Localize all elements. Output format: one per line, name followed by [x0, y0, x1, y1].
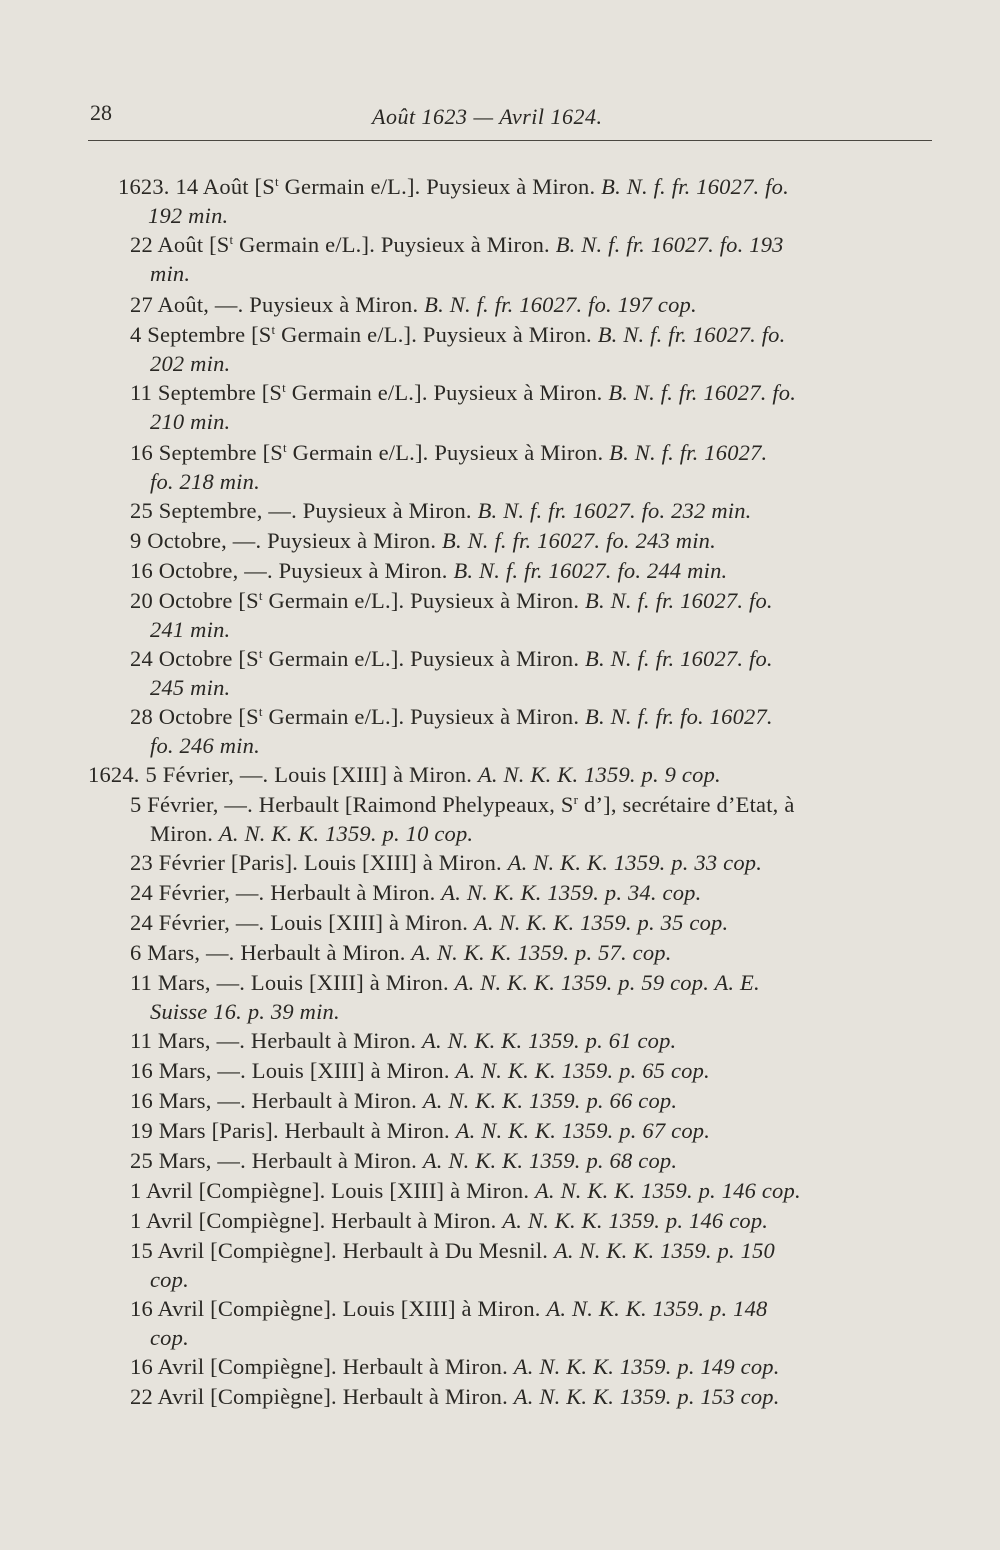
entry — [130, 496, 752, 525]
entry — [130, 878, 701, 907]
entry — [130, 290, 697, 319]
entry-line: 6 Mars, —. Herbault à Miron. A. N. K. K. 1359. p. 57. cop. — [130, 940, 672, 965]
entry — [88, 760, 721, 789]
entry-continuation: cop. — [150, 1267, 189, 1292]
entry-continuation: 241 min. — [150, 617, 231, 642]
entry-line: 1 Avril [Compiègne]. Herbault à Miron. A. N. K. K. 1359. p. 146 cop. — [130, 1208, 769, 1233]
entry-line: 22 Avril [Compiègne]. Herbault à Miron. A. N. K. K. 1359. p. 153 cop. — [130, 1384, 780, 1409]
entry-line: 9 Octobre, —. Puysieux à Miron. B. N. f. fr. 16027. fo. 243 min. — [130, 528, 716, 553]
entry — [130, 1086, 677, 1115]
entry — [130, 586, 773, 644]
entry-line: 11 Mars, —. Louis [XIII] à Miron. A. N. K. K. 1359. p. 59 cop. A. E. — [130, 970, 760, 995]
entry-line: 5 Février, —. Herbault [Raimond Phelypeaux, $S^r$ d’], secrétaire d’Etat, à — [130, 792, 795, 817]
entry-line: 1624. 5 Février, —. Louis [XIII] à Miron. A. N. K. K. 1359. p. 9 cop. — [88, 762, 721, 787]
entry-line: 24 Octobre [$S^t$ Germain e/L.]. Puysieux à Miron. B. N. f. fr. 16027. fo. — [130, 646, 773, 671]
entry — [130, 938, 672, 967]
entry — [130, 1236, 775, 1294]
entry — [130, 702, 773, 760]
entry — [130, 790, 795, 848]
header-rule — [88, 140, 932, 141]
entry-continuation: min. — [150, 261, 191, 286]
entry-line: 11 Septembre [$S^t$ Germain e/L.]. Puysieux à Miron. B. N. f. fr. 16027. fo. — [130, 380, 797, 405]
entry — [130, 378, 796, 436]
entry-line: 16 Mars, —. Herbault à Miron. A. N. K. K. 1359. p. 66 cop. — [130, 1088, 678, 1113]
entry — [130, 320, 785, 378]
entry — [130, 1116, 710, 1145]
entry-line: 24 Février, —. Louis [XIII] à Miron. A. N. K. K. 1359. p. 35 cop. — [130, 910, 729, 935]
entry-continuation: fo. 246 min. — [150, 733, 260, 758]
entry — [130, 1146, 677, 1175]
entry-continuation: 202 min. — [150, 351, 231, 376]
entry — [130, 1352, 780, 1381]
entry-line: 1623. 14 Août [$S^t$ Germain e/L.]. Puysieux à Miron. B. N. f. fr. 16027. fo. — [118, 174, 789, 199]
entry-continuation: Suisse 16. p. 39 min. — [150, 999, 340, 1024]
entry — [130, 1382, 780, 1411]
entry — [130, 644, 773, 702]
entry — [130, 908, 728, 937]
entry-line: 16 Septembre [$S^t$ Germain e/L.]. Puysieux à Miron. B. N. f. fr. 16027. — [130, 440, 768, 465]
entry — [130, 438, 767, 496]
entry-line: 25 Septembre, —. Puysieux à Miron. B. N. f. fr. 16027. fo. 232 min. — [130, 498, 752, 523]
entry-line: 25 Mars, —. Herbault à Miron. A. N. K. K. 1359. p. 68 cop. — [130, 1148, 678, 1173]
entry-continuation: 210 min. — [150, 409, 231, 434]
entry — [130, 556, 727, 585]
entry-line: 19 Mars [Paris]. Herbault à Miron. A. N. K. K. 1359. p. 67 cop. — [130, 1118, 711, 1143]
running-title: Août 1623 — Avril 1624. — [372, 104, 603, 129]
entry-line: 27 Août, —. Puysieux à Miron. B. N. f. fr. 16027. fo. 197 cop. — [130, 292, 697, 317]
entry-continuation: cop. — [150, 1325, 189, 1350]
entry-line: 22 Août [$S^t$ Germain e/L.]. Puysieux à Miron. B. N. f. fr. 16027. fo. 193 — [130, 232, 784, 257]
entry — [118, 172, 789, 230]
entry-line: 23 Février [Paris]. Louis [XIII] à Miron. A. N. K. K. 1359. p. 33 cop. — [130, 850, 763, 875]
entry — [130, 526, 716, 555]
entry-line: 11 Mars, —. Herbault à Miron. A. N. K. K. 1359. p. 61 cop. — [130, 1028, 677, 1053]
entry-continuation: Miron. A. N. K. K. 1359. p. 10 cop. — [150, 821, 474, 846]
entry-line: 15 Avril [Compiègne]. Herbault à Du Mesnil. A. N. K. K. 1359. p. 150 — [130, 1238, 776, 1263]
entry — [130, 1026, 676, 1055]
entry-continuation: fo. 218 min. — [150, 469, 260, 494]
entry-line: 1 Avril [Compiègne]. Louis [XIII] à Miron. A. N. K. K. 1359. p. 146 cop. — [130, 1178, 801, 1203]
entry-line: 16 Avril [Compiègne]. Louis [XIII] à Miron. A. N. K. K. 1359. p. 148 — [130, 1296, 768, 1321]
entry-line: 4 Septembre [$S^t$ Germain e/L.]. Puysieux à Miron. B. N. f. fr. 16027. fo. — [130, 322, 786, 347]
entry-continuation: 192 min. — [148, 203, 229, 228]
entry — [130, 1294, 768, 1352]
entry — [130, 230, 784, 288]
page-number: 28 — [90, 100, 112, 125]
entry — [130, 1176, 801, 1205]
entry-line: 28 Octobre [$S^t$ Germain e/L.]. Puysieux à Miron. B. N. f. fr. fo. 16027. — [130, 704, 773, 729]
entry-line: 16 Avril [Compiègne]. Herbault à Miron. A. N. K. K. 1359. p. 149 cop. — [130, 1354, 780, 1379]
entry — [130, 968, 760, 1026]
entry — [130, 848, 762, 877]
entry-continuation: 245 min. — [150, 675, 231, 700]
entry-line: 16 Mars, —. Louis [XIII] à Miron. A. N. K. K. 1359. p. 65 cop. — [130, 1058, 710, 1083]
entry-line: 24 Février, —. Herbault à Miron. A. N. K. K. 1359. p. 34. cop. — [130, 880, 702, 905]
entry-line: 16 Octobre, —. Puysieux à Miron. B. N. f. fr. 16027. fo. 244 min. — [130, 558, 728, 583]
entry — [130, 1206, 768, 1235]
entry — [130, 1056, 710, 1085]
entry-line: 20 Octobre [$S^t$ Germain e/L.]. Puysieux à Miron. B. N. f. fr. 16027. fo. — [130, 588, 773, 613]
